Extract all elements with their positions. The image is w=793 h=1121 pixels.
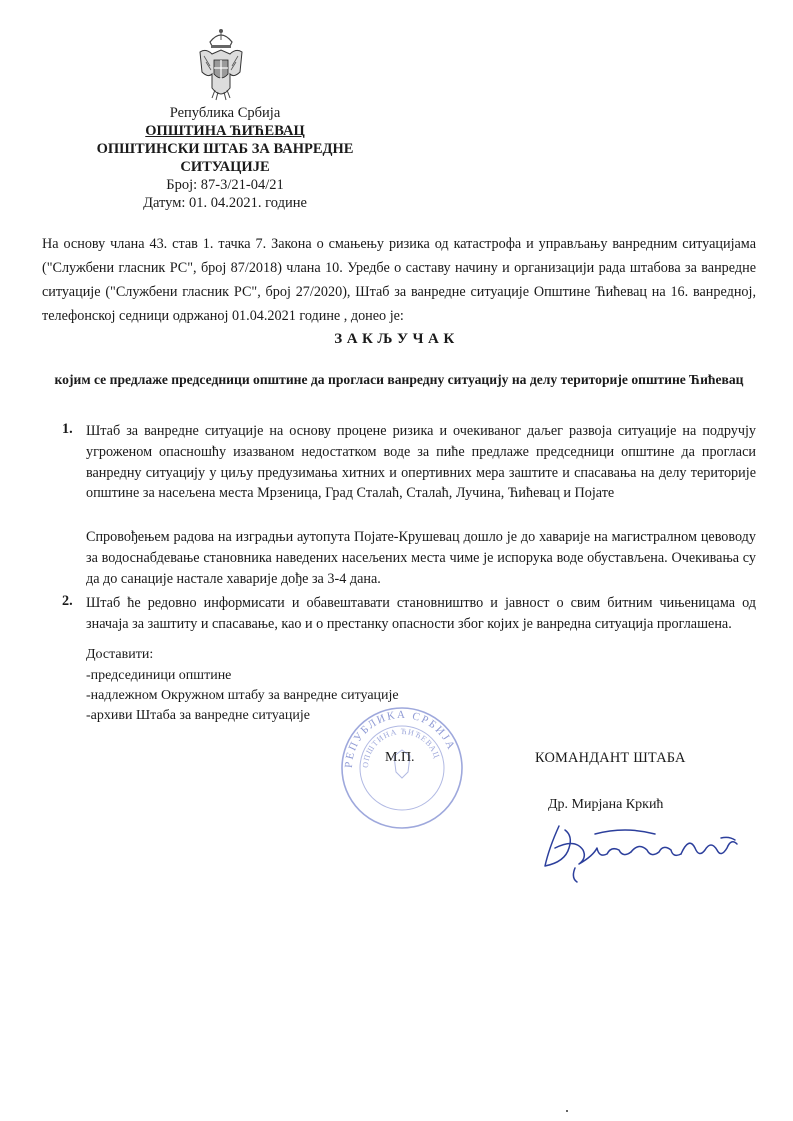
handwritten-signature [535,808,750,883]
document-subtitle: којим се предлаже председници општине да прогласи ванредну ситуацију на делу територије општине Ћићевац [54,372,744,387]
delivery-item: -архиви Штаба за ванредне ситуације [86,708,310,723]
document-title: ЗАКЉУЧАК [334,331,459,347]
document-number: Број: 87-3/21-04/21 [166,177,284,193]
staff-name-line1: ОПШТИНСКИ ШТАБ ЗА ВАНРЕДНЕ [96,141,354,157]
delivery-heading: Доставити: [86,647,154,662]
item-number: 2. [62,593,73,609]
municipality-name: ОПШТИНА ЋИЋЕВАЦ [145,123,305,139]
staff-name-line2: СИТУАЦИЈЕ [180,159,270,175]
margin-dot [566,1110,568,1112]
delivery-item: -председиници општине [86,668,232,683]
item-number: 1. [62,421,73,437]
stamp-place-label: М.П. [385,750,415,765]
official-stamp [338,704,466,832]
stamp-inner-text: ОПШТИНА ЋИЋЕВАЦ [360,726,442,769]
document-date: Датум: 01. 04.2021. године [143,195,307,211]
commander-title: КОМАНДАНТ ШТАБА [535,750,686,766]
signer-name: Др. Мирјана Кркић [548,797,664,812]
preamble-paragraph: На основу члана 43. став 1. тачка 7. Закона о смањењу ризика од катастрофа и управљању ванредним ситуацијама ("Службени гласник РС", број 87/2018) члана 10. Уредбе о саставу начину и организацији рада штабова за ванредне ситуације ("Службени гласник РС", број 27/2020), Штаб за ванредне ситуације Општине Ћићевац на 16. ванредној, телефонској седници одржаној 01.04.2021 године , донео је: [42,236,756,324]
item-text-continuation: Спровођењем радова на изградњи аутопута Појате-Крушевац дошло је до хаварије на магистралном цевоводу за водоснабдевање становника наведених насељених места чиме је испорука воде обустављена. Очекивања су да до санације настале хаварије дође за 3-4 дана. [86,529,756,587]
delivery-item: -надлежном Окружном штабу за ванредне ситуације [86,688,399,703]
item-text: Штаб за ванредне ситуације на основу процене ризика и очекиваног даљег развоја ситуације на подручју угроженом опасношћу изазваном недостатком воде за пиће предлаже председници општине да прогласи ванредну ситуацију у циљу предузимања хитних и опертивних мера заштите и спасавања на делу територије општине за насељена места Мрзеница, Град Сталаћ, Сталаћ, Лучина, Ћићевац и Појате [86,423,756,502]
stamp-text: РЕПУБЛИКА СРБИЈА [342,708,458,769]
republic-name: Република Србија [169,105,281,121]
item-text: Штаб ће редовно информисати и обавештавати становништво и јавност о свим битним чињеницама од значаја за заштиту и спасавање, као и о престанку опасности због којих је ванредна ситуација проглашена. [86,595,756,632]
coat-of-arms-icon [196,26,246,106]
